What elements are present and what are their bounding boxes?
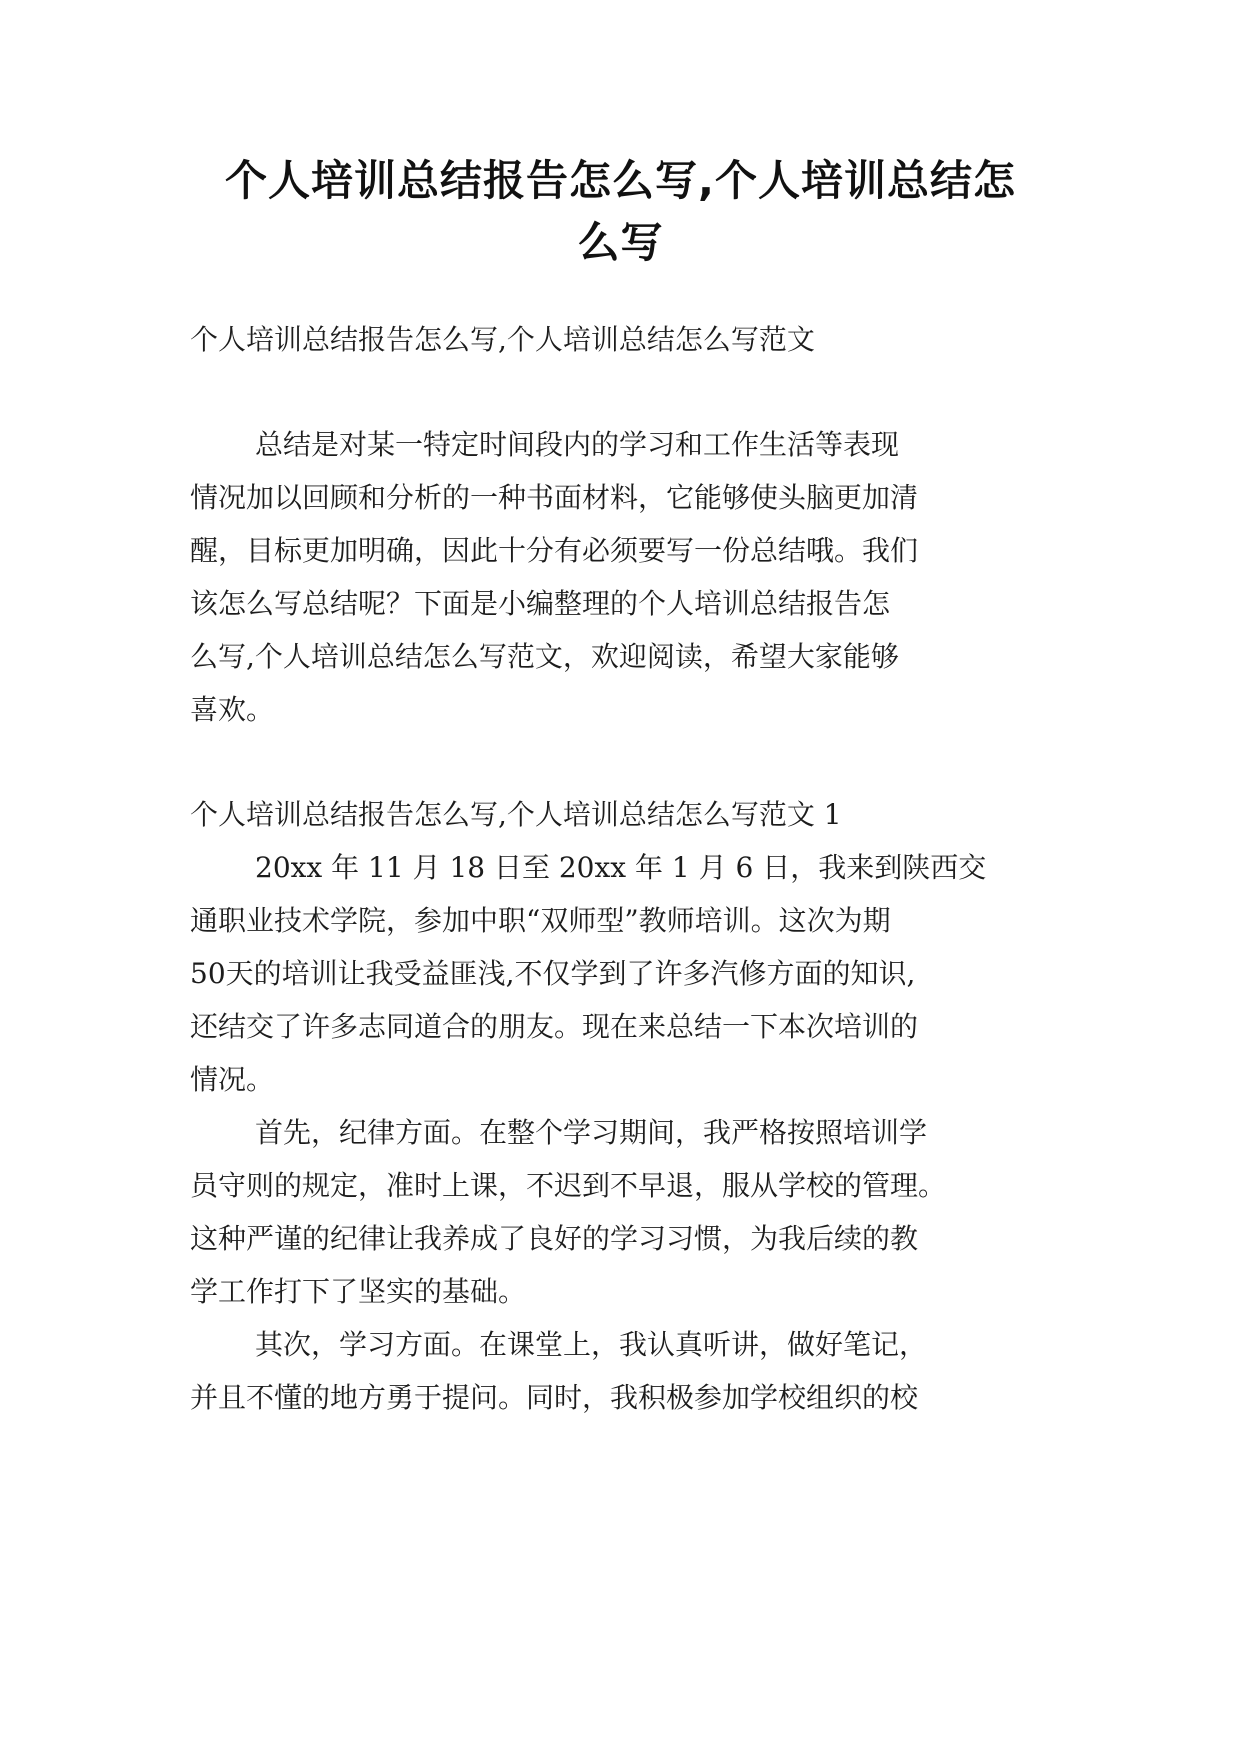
para1-line: 50天的培训让我受益匪浅,不仅学到了许多汽修方面的知识,: [190, 957, 916, 990]
intro-line: 么写,个人培训总结怎么写范文，欢迎阅读，希望大家能够: [190, 640, 899, 673]
para2-line: 这种严谨的纪律让我养成了良好的学习习惯，为我后续的教: [190, 1222, 919, 1255]
document-title: [150, 150, 1091, 274]
intro-line: 总结是对某一特定时间段内的学习和工作生活等表现: [255, 428, 900, 461]
intro-line: 该怎么写总结呢？下面是小编整理的个人培训总结报告怎: [190, 587, 891, 620]
para1-line: 20xx 年 11 月 18 日至 20xx 年 1 月 6 日，我来到陕西交: [255, 851, 987, 884]
intro-line: 喜欢。: [190, 693, 275, 726]
intro-line: 情况加以回顾和分析的一种书面材料，它能够使头脑更加清: [190, 481, 919, 514]
document-subtitle: 个人培训总结报告怎么写,个人培训总结怎么写范文: [190, 323, 815, 356]
title-line-2: 么写: [577, 218, 664, 267]
para1-line: 情况。: [190, 1063, 275, 1096]
section-heading: 个人培训总结报告怎么写,个人培训总结怎么写范文 1: [190, 798, 842, 831]
para2-line: 员守则的规定，准时上课，不迟到不早退，服从学校的管理。: [190, 1169, 947, 1202]
para1-line: 通职业技术学院，参加中职“双师型”教师培训。这次为期: [190, 904, 891, 937]
para3-line: 其次，学习方面。在课堂上，我认真听讲，做好笔记，: [255, 1328, 928, 1361]
para1-line: 还结交了许多志同道合的朋友。现在来总结一下本次培训的: [190, 1010, 919, 1043]
title-line-1: 个人培训总结报告怎么写,个人培训总结怎: [225, 156, 1016, 205]
para3-line: 并且不懂的地方勇于提问。同时，我积极参加学校组织的校: [190, 1381, 919, 1414]
para2-line: 学工作打下了坚实的基础。: [190, 1275, 527, 1308]
para2-line: 首先，纪律方面。在整个学习期间，我严格按照培训学: [255, 1116, 928, 1149]
intro-line: 醒，目标更加明确，因此十分有必须要写一份总结哦。我们: [190, 534, 919, 567]
